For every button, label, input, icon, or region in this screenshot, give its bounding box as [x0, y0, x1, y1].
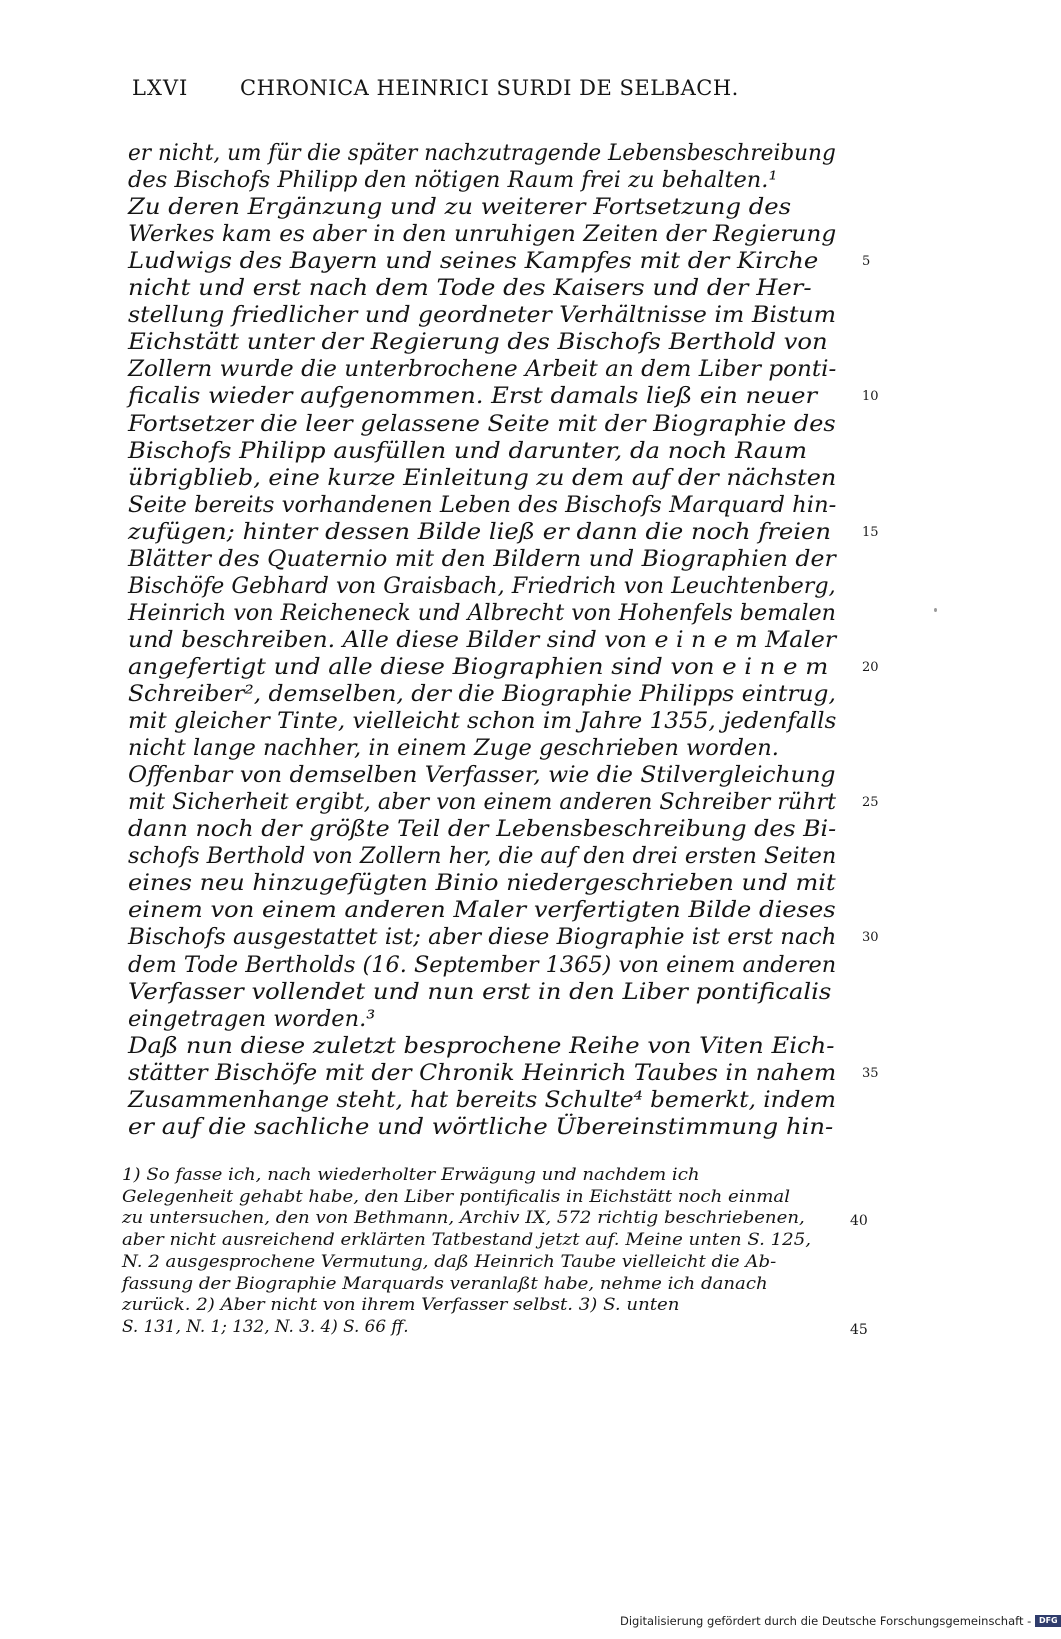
body-text-line: Zu deren Ergänzung und zu weiterer Fortsetzung des — [128, 194, 792, 221]
body-text-line: zufügen; hinter dessen Bilde ließ er dann die noch freien — [128, 518, 832, 545]
dfg-logo: DFG — [1035, 1615, 1061, 1627]
footnote-text-line: Gelegenheit gehabt habe, den Liber pontificalis in Eichstätt noch einmal — [122, 1185, 790, 1206]
body-text-line: übrigblieb, eine kurze Einleitung zu dem auf der nächsten — [128, 464, 837, 491]
funding-note: Digitalisierung gefördert durch die Deutsche Forschungsgemeinschaft - — [620, 1614, 1032, 1628]
margin-line-number: 25 — [862, 795, 879, 811]
body-text-line: Blätter des Quaternio mit den Bildern und Biographien der — [128, 545, 836, 572]
body-text-line: Verfasser vollendet und nun erst in den Liber pontificalis — [128, 978, 832, 1005]
margin-line-number: 5 — [862, 254, 871, 270]
body-text-line: Bischöfe Gebhard von Graisbach, Friedrich von Leuchtenberg, — [128, 572, 836, 599]
paper-speck — [934, 608, 937, 612]
body-text-line: Offenbar von demselben Verfasser, wie die Stilvergleichung — [128, 762, 836, 789]
body-text-line: Heinrich von Reicheneck und Albrecht von Hohenfels bemalen — [128, 599, 836, 626]
running-title: CHRONICA HEINRICI SURDI DE SELBACH. — [240, 76, 739, 100]
body-text-line: Seite bereits vorhandenen Leben des Bischofs Marquard hin- — [128, 491, 837, 518]
body-text-line: Werkes kam es aber in den unruhigen Zeiten der Regierung — [128, 221, 837, 248]
body-text-line: Schreiber², demselben, der die Biographie Philipps eintrug, — [128, 681, 836, 707]
body-text-line: Zusammenhange steht, hat bereits Schulte⁴ bemerkt, indem — [128, 1086, 836, 1113]
footnote-text-line: 1) So fasse ich, nach wiederholter Erwägung und nachdem ich — [122, 1164, 700, 1184]
body-text-line: nicht lange nachher, in einem Zuge geschrieben worden. — [128, 735, 779, 762]
body-text-line: mit gleicher Tinte, vielleicht schon im Jahre 1355, jedenfalls — [128, 708, 837, 735]
running-header — [132, 76, 772, 100]
body-text-line: schofs Berthold von Zollern her, die auf den drei ersten Seiten — [128, 843, 837, 870]
body-text-line: und beschreiben. Alle diese Bilder sind von e i n e m Maler — [128, 626, 837, 653]
footnote-text-line: fassung der Biographie Marquards veranlaßt habe, nehme ich danach — [122, 1272, 768, 1293]
body-text-line: stätter Bischöfe mit der Chronik Heinrich Taubes in nahem — [128, 1059, 837, 1086]
body-text-line: des Bischofs Philipp den nötigen Raum frei zu behalten.¹ — [128, 167, 778, 194]
body-text-line: stellung friedlicher und geordneter Verhältnisse im Bistum — [128, 302, 837, 329]
margin-line-number: 15 — [862, 524, 879, 540]
body-text-line: Ludwigs des Bayern und seines Kampfes mit der Kirche — [128, 248, 819, 275]
margin-line-number: 10 — [862, 389, 879, 405]
digitization-footer — [620, 1614, 1061, 1628]
footnote-text-line: N. 2 ausgesprochene Vermutung, daß Heinrich Taube vielleicht die Ab- — [122, 1250, 777, 1271]
margin-line-number: 35 — [862, 1065, 879, 1081]
body-text-line: Bischofs Philipp ausfüllen und darunter, da noch Raum — [128, 437, 808, 464]
footnote-text-line: aber nicht ausreichend erklärten Tatbestand jetzt auf. Meine unten S. 125, — [122, 1229, 812, 1250]
body-text-line: einem von einem anderen Maler verfertigten Bilde dieses — [128, 897, 836, 924]
margin-line-number: 40 — [850, 1213, 868, 1230]
body-text-line: dann noch der größte Teil der Lebensbeschreibung des Bi- — [128, 816, 837, 843]
body-text-line: Zollern wurde die unterbrochene Arbeit an dem Liber ponti- — [128, 356, 837, 383]
body-text-line: angefertigt und alle diese Biographien sind von e i n e m — [128, 653, 829, 680]
margin-line-number: 30 — [862, 930, 879, 946]
footnote-text-line: S. 131, N. 1; 132, N. 3. 4) S. 66 ff. — [122, 1315, 409, 1336]
footnote-text-line: zu untersuchen, den von Bethmann, Archiv IX, 572 richtig beschriebenen, — [122, 1207, 805, 1228]
body-text-line: er nicht, um für die später nachzutragende Lebensbeschreibung — [128, 140, 836, 166]
body-text-line: nicht und erst nach dem Tode des Kaisers und der Her- — [128, 275, 812, 302]
body-text-line: Daß nun diese zuletzt besprochene Reihe von Viten Eich- — [128, 1032, 835, 1059]
footnote-text-line: zurück. 2) Aber nicht von ihrem Verfasser selbst. 3) S. unten — [122, 1294, 680, 1315]
body-text-line: er auf die sachliche und wörtliche Übereinstimmung hin- — [128, 1113, 834, 1140]
body-text-line: Fortsetzer die leer gelassene Seite mit der Biographie des — [128, 410, 836, 437]
margin-line-number: 45 — [850, 1321, 868, 1338]
page-number: LXVI — [132, 76, 189, 100]
margin-line-number: 20 — [862, 659, 879, 675]
body-text-line: Eichstätt unter der Regierung des Bischofs Berthold von — [128, 329, 828, 356]
body-text-line: eingetragen worden.³ — [128, 1005, 376, 1032]
body-text-line: eines neu hinzugefügten Binio niedergeschrieben und mit — [128, 870, 836, 897]
body-text-line: dem Tode Bertholds (16. September 1365) von einem anderen — [128, 951, 837, 978]
body-text-line: ficalis wieder aufgenommen. Erst damals ließ ein neuer — [128, 383, 818, 410]
body-text-line: mit Sicherheit ergibt, aber von einem anderen Schreiber rührt — [128, 789, 837, 816]
body-text-line: Bischofs ausgestattet ist; aber diese Biographie ist erst nach — [128, 924, 837, 951]
